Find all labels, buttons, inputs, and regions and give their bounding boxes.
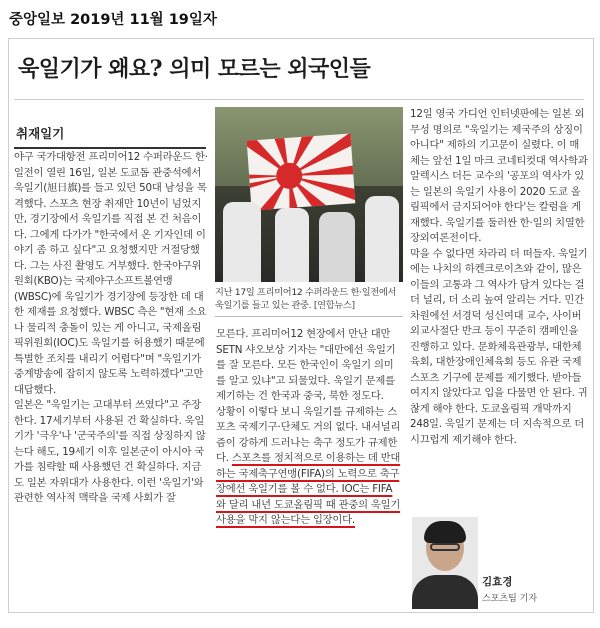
spectator-figure [223,202,261,282]
column-2-paragraph-2-text: 상황이 이렇다 보니 욱일기를 규제하는 스포츠 국제기구·단체도 거의 없다. 내셔널리즘이 강하게 드러나는 축구 정도가 규제한다. [216,405,401,464]
column-1 [14,150,208,507]
caption-divider [215,316,403,317]
caption-credit: [연합뉴스] [313,300,355,311]
reporter-shirt [412,575,478,609]
caption-text: 지난 17일 프리미어12 수퍼라운드 한·일전에서 욱일기를 들고 있는 관중. [215,287,397,311]
byline-divider [14,147,206,149]
reporter-photo [412,517,478,609]
photo-caption [215,286,405,312]
rising-sun-flag-image [247,133,356,210]
column-3 [410,107,588,448]
column-1-paragraph-1: 야구 국가대항전 프리미어12 수퍼라운드 한·일전이 열린 16일, 일본 도쿄돔 관중석에서 욱일기(旭日旗)를 들고 있던 50대 남성을 목격했다. 스포츠 현장 취재만 10년이 넘었지만, 경기장에서 욱일기를 직접 본 건 처음이다. 그에게 다가가 "한국에서 온 기자인데 이야기 좀 하고 싶다"고 요청했지만 거절당했다. 그는 사진 촬영도 거부했다. 한국야구위원회(KBO)는 국제야구소프트볼연맹(WBSC)에 욱일기가 경기장에 등장한 데 대한 제재를 요청했다. WBSC 측은 "현재 소요나 물리적 충돌이 있는 게 아니고, 국제올림픽위원회(IOC)도 욱일기를 허용했기 때문에 특별한 조치를 내리기 어렵다"며 "욱일기가 중계방송에 잡히지 않도록 노력하겠다"고만 대답했다. [14,151,208,396]
news-photo [215,107,403,282]
reporter-title: 스포츠팀 기자 [482,594,538,604]
spectator-figure [319,212,355,282]
headline: 욱일기가 왜요? 의미 모르는 외국인들 [18,56,371,82]
headline-divider [14,99,584,100]
highlighted-passage: 스포츠를 정치적으로 이용하는 데 반대하는 국제축구연맹(FIFA)의 노력으로 축구장에선 욱일기를 볼 수 없다. IOC는 FIFA와 달리 내년 도쿄올림픽 때 관중의 욱일기 사용을 막지 않는다는 입장이다. [216,452,401,526]
spectator-figure [365,196,399,282]
byline: 취재일기 [16,126,65,141]
column-3-paragraph-2: 막을 수 없다면 차라리 더 떠들자. 욱일기에는 나치의 하켄크로이츠와 같이, 많은 이들의 고통과 그 역사가 담겨 있다는 걸 더 널리, 더 소리 높여 알리는 거다. 민간 차원에선 서경덕 성신여대 교수, 사이버 외교사절단 반크 등이 꾸준히 캠페인을 진행하고 있다. 문화체육관광부, 대한체육회, 대한장애인체육회 등도 유관 국제 스포츠 기구에 문제를 제기했다. 받아들여지지 않았다고 입을 다물면 안 된다. 귀찮게 해야 한다. 도쿄올림픽 개막까지 248일. 욱일기 문제는 더 지속적으로 더 시끄럽게 제기해야 한다. [410,247,588,446]
column-1-paragraph-2: 일본은 "욱일기는 고대부터 쓰였다"고 주장한다. 17세기부터 사용된 건 확실하다. 욱일기가 '극우'나 '군국주의'를 직접 상징하지 않는다 해도, 19세기 이후 일본군이 아시아 국가를 침략할 때 사용했던 건 확실하다. 지금도 일본 자위대가 사용한다. 이런 '욱일기'와 관련한 역사적 맥락을 국제 사회가 잘 [14,399,206,504]
reporter-glasses [430,543,460,551]
column-2-paragraph-1: 모른다. 프리미어12 현장에서 만난 대만 SETN 샤오보상 기자는 "대만에선 욱일기를 잘 모른다. 모든 한국인이 욱일기 의미를 알고 있냐"고 되물었다. 욱일기 문제를 제기하는 건 한국과 중국, 북한 정도다. [216,328,396,402]
column-2 [216,327,402,529]
reporter-name: 김효경 [482,576,513,588]
column-2-paragraph-2 [216,405,402,529]
column-3-paragraph-1: 12일 영국 가디언 인터넷판에는 일본 외무성 명의로 "욱일기는 제국주의 상징이 아니다" 제하의 기고문이 실렸다. 이 매체는 앞선 1일 마크 코네티컷대 역사학과 알렉시스 더든 교수의 '공포의 역사가 있는 일본의 욱일기 사용이 2020 도쿄 올림픽에서 금지되어야 한다'는 칼럼을 게재했다. 욱일기를 둘러싼 한·일의 치열한 장외여론전이다. [410,108,588,244]
reporter-hair [424,521,466,543]
source-line: 중앙일보 2019년 11월 19일자 [9,12,217,28]
spectator-figure [275,208,309,282]
